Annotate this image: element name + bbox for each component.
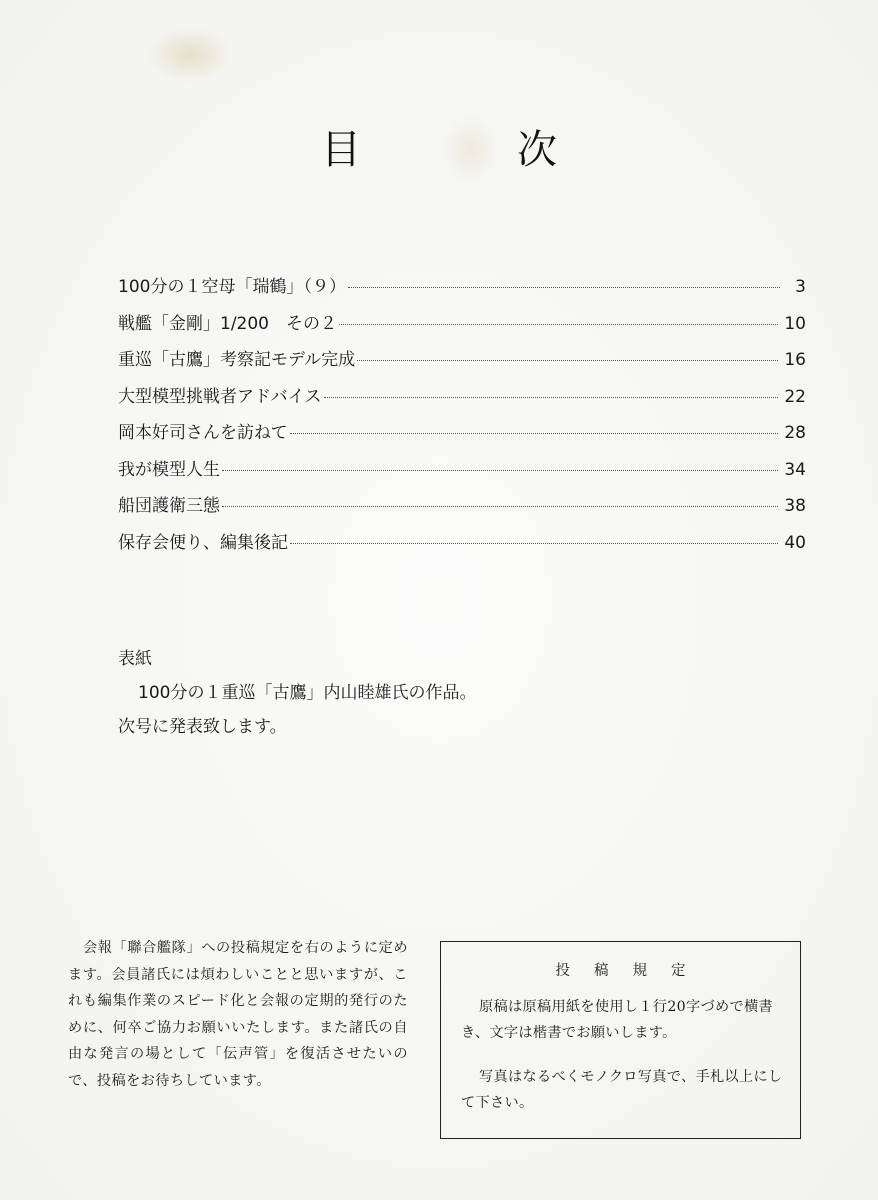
toc-entry-title: 100分の１空母「瑞鶴」（９） — [118, 277, 346, 297]
toc-entry — [118, 345, 806, 382]
submission-rules-box — [440, 941, 801, 1139]
toc-leader-dots — [339, 324, 778, 325]
toc-entry-title: 船団護衛三態 — [118, 496, 220, 516]
submission-notice: 会報「聯合艦隊」への投稿規定を右のように定めます。会員諸氏には煩わしいことと思いますが、これも編集作業のスピード化と会報の定期的発行のために、何卒ご協力お願いいたします。また諸氏の自由な発言の場として「伝声管」を復活させたいので、投稿をお待ちしています。 — [68, 940, 408, 1089]
toc-entry — [118, 528, 806, 565]
toc-leader-dots — [348, 287, 780, 288]
cover-next-issue-note: 次号に発表致します。 — [118, 717, 287, 737]
toc-entry-page: 40 — [784, 532, 806, 553]
toc-entry-page: 38 — [784, 496, 806, 516]
toc-entry-title: 岡本好司さんを訪ねて — [118, 423, 288, 443]
page-title: 目 次 — [321, 127, 615, 173]
toc-entry — [118, 272, 806, 309]
toc-entry-title: 保存会便り、編集後記 — [118, 532, 288, 553]
toc-entry — [118, 382, 806, 419]
submission-rule-manuscript: 原稿は原稿用紙を使用し１行20字づめで横書き、文字は楷書でお願いします。 — [461, 999, 773, 1041]
table-of-contents — [118, 272, 806, 564]
toc-entry-page: 3 — [795, 277, 806, 297]
toc-leader-dots — [222, 470, 778, 471]
toc-entry — [118, 491, 806, 528]
toc-entry-page: 34 — [784, 459, 806, 480]
toc-entry-page: 28 — [784, 423, 806, 443]
toc-entry — [118, 418, 806, 455]
submission-rules-title: 投稿規定 — [555, 963, 710, 979]
cover-label: 表紙 — [118, 649, 152, 669]
submission-rule-photos: 写真はなるべくモノクロ写真で、手札以上にして下さい。 — [461, 1069, 783, 1111]
cover-caption — [118, 642, 758, 744]
toc-entry-title: 重巡「古鷹」考察記モデル完成 — [118, 350, 356, 370]
toc-leader-dots — [222, 506, 778, 507]
toc-entry-page: 22 — [784, 386, 806, 407]
toc-leader-dots — [290, 543, 778, 544]
toc-entry-page: 16 — [784, 350, 806, 370]
toc-entry-page: 10 — [784, 313, 806, 334]
toc-leader-dots — [324, 397, 779, 398]
cover-description: 100分の１重巡「古鷹」内山睦雄氏の作品。 — [138, 683, 477, 703]
toc-leader-dots — [290, 433, 779, 434]
toc-entry — [118, 309, 806, 346]
toc-entry-title: 大型模型挑戦者アドバイス — [118, 386, 322, 407]
toc-entry — [118, 455, 806, 492]
toc-entry-title: 我が模型人生 — [118, 459, 220, 480]
toc-leader-dots — [357, 360, 778, 361]
toc-entry-title: 戦艦「金剛」1/200 その２ — [118, 313, 337, 334]
